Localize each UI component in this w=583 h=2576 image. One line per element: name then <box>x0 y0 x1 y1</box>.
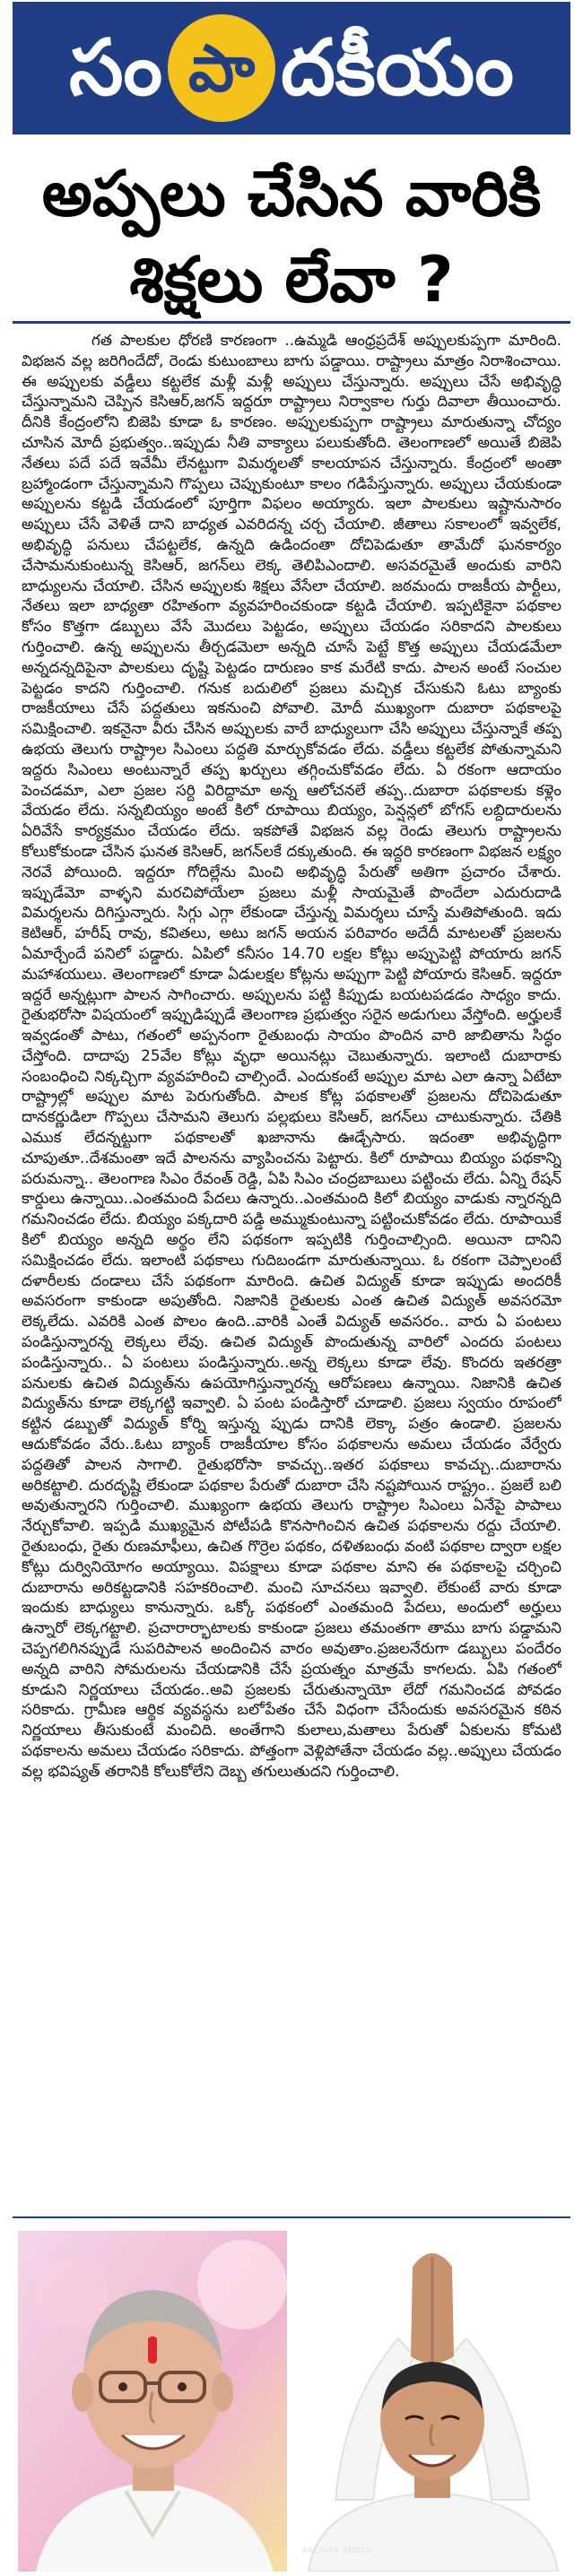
headline-line-1: అప్పలు చేసిన వారికి <box>41 157 542 230</box>
masthead-right-text: దకీయం <box>281 23 514 113</box>
headline-divider <box>13 321 570 324</box>
article-headline <box>13 151 570 323</box>
photo-kcr-portrait <box>18 2231 287 2572</box>
photo-divider <box>13 2216 570 2218</box>
masthead-circle-text: పా <box>187 30 256 106</box>
headline-line-2: శిక్షలు లేవా ? <box>129 243 454 317</box>
masthead-left-text: సం <box>69 23 163 113</box>
masthead-sampadakeeyam <box>13 2 570 134</box>
article-body <box>22 330 561 2204</box>
photo-credit: ARCHIVE PHOTO <box>302 2546 373 2554</box>
masthead-circle-badge <box>168 14 275 122</box>
photo-jagan-greeting <box>300 2231 565 2572</box>
article-paragraph: గత పాలకుల ధోరణి కారణంగా ..ఉమ్మడి ఆంధ్రప్రదేశ్ అప్పులకుప్పగా మారింది. విభజన వల్ల జరిగిందేదో, రెండు కుటుంబాలు బాగు పడ్డాయి. రాష్ట్రాలు మాత్రం నిరాశించాయి. ఈ అప్పులకు వడ్డీలు కట్టలేక మళ్లీ మళ్లీ అప్పులు చేస్తున్నారు. అప్పులు చేసే అభివృద్ధి చేస్తున్నామని చెప్పిన కెసిఆర్,జగన్ ఇద్దరూ రాష్ట్రాలు నిర్వాకాల గుర్తు దివాలా తీయించారు. దీనికి కేంద్రంలోని బిజెపి కూడా ఓ కారణం. అప్పులకుప్పగా రాష్ట్రాలు మారుతున్నా చోద్యం చూసిన మోదీ ప్రభుత్వం..ఇప్పుడు నీతి వాక్యాలు పలుకుతోంది. తెలంగాణలో అయితే బిజెపి నేతలు పదే పదే ఇవేమీ లేనట్టుగా విమర్శలతో కాలయాపన చేస్తున్నారు. కేంద్రంలో అంతా బ్రహ్మాండంగా చేస్తున్నామని గొప్పలు చెప్పుకుంటూ కాలం గడిపేస్తున్నారు. అప్పులు చేయకుండా అప్పులను కట్టడి చేయడంలో పూర్తిగా విఫలం అయ్యారు. ఇలా పాలకులు ఇష్టానుసారం అప్పులు చేసే వెళితే దాని బాధ్యత ఎవరిదన్న చర్చ చేయాలి. జీతాలు సకాలంలో ఇవ్వలేక, అభివృద్ధి పనులు చేపట్టలేక, ఉన్నది ఉడిందంతా దోచిపెడుతూ తామేదో ఘనకార్యం చేసామనుకుంటున్న కెసిఆర్, జగన్‌లు లెక్క తెలిపిఎందాలి. అసవరమైతే అందుకు వారిని బాధ్యులను చేయాలి. చేసిన అప్పులకు శిక్షలు వేసేలా చేయాలి. జఠమందు రాజకీయ పార్టీలు, నేతలు ఇలా బాధ్యతా రహితంగా వ్యవహరించకుండా కట్టడి చేయాలి. ఇప్పటికైనా పథకాల కోసం కొత్తగా డబ్బులు వేసే మొదలు పెట్టడం, అప్పులు చేయడం సరికాదని పాలకులు గుర్తించాలి. ఉన్న అప్పులను తీర్చడమెలా అన్నది చూసే పెట్టే కొత్త అప్పులు చేయడమేలా అన్నదన్నదిపైనా పాలకులు దృష్టి పెట్టడం దారుణం కాక మరేటి కాదు. పాలన అంటే సంచుల పెట్టడం కాదని గుర్తించాలి. గనుక బదులిలో ప్రజలు మచ్చిక చేసుకుని ఓటు బ్యాంకు రాజకీయాలు చేసే పద్దతులు ఇకనుంచి పోవాలి. మోదీ ముఖ్యంగా దుబారా పథకాలపై సమిక్షించాలి. ఇకనైనా వీరు చేసిన అప్పులకు వారే బాధ్యులుగా చేసి అప్పులు చేస్తున్నాకే తప్ప ఉభయ తెలుగు రాష్ట్రాల సిఎంలు పద్దతి మార్చుకోవడం లేదు. వడ్డీలు కట్టలేక పోతున్నామని ఇద్దరు సిఎంలు అంటున్నారే తప్ప ఖర్చులు తగ్గించుకోవడం లేదు. ఏ రకంగా ఆదాయం పెంచడమా, ఎలా ప్రజల సర్ది విరిద్దామా అన్న ఆలోచనలే తప్ప..దుబారా పథకాలకు కళ్లెం వేయడం లేదు. సన్నబియ్యం అంటే కిలో రూపాయి బియ్యం, పెన్షన్లలో బోగస్ లబ్దిదారులను ఏరివేసే కార్యక్రమం చేయడం లేదు. ఇకపోతే విభజన వల్ల రెండు తెలుగు రాష్ట్రాలను కోలుకోకుండా చేసిన ఘనత కెసిఆర్, జగన్‌లకే దక్కుతుంది. ఈ ఇద్దరి కారణంగా విభజన లక్ష్యం నెరవే పోయింది. ఇద్దరూ గోదిల్లేను మించి అభివృద్ధి పేరుతో అతిగా ప్రచారం చేశారు. ఇప్పుడేమో వాళ్ళని మరచిపోయేలా ప్రజలు మళ్లీ సాయమైతే పొందేలా ఎదురుదాడి విమర్శలను దిగిస్తున్నారు. సిగ్గు ఎగ్గా లేకుండా చేస్తున్న విమర్శలు చూస్తే మతిపోతుంది. ఇదు కెటిఆర్, హరీష్ రావు, కవితలు, అటు జగన్ అయన పరివారం అదేదీ మాటలతో ప్రజలను ఏమార్చేందే పనిలో పడ్డారు. ఏపిలో కనీసం 14.70 లక్షల కోట్లు అప్పుపెట్టి పోయారు జగన్ మహాశయులు. తెలంగాణలో కూడా ఏడులక్షల కోట్లను అప్పుగా పెట్టి పోయారు కెసిఆర్. ఇద్దరూ ఇద్దరే అన్నట్లుగా పాలన సాగించారు. అప్పులను పట్టి కిప్పుడు బయటపడడం సాధ్యం కాదు. రైతుభరోసా విషయంలో ఇప్పుడిప్పుడే తెలంగాణ ప్రభుత్వం సరైన అడుగులు వేస్తోంది. అర్హులకే ఇవ్వడంతో పాటు, గతంలో అప్పనంగా రైతుబంధు సాయం పొందిన వారి జాబితాను సిద్ధం చేస్తోంది. దాదాపు 25వేల కోట్లు వృధా అయినట్లు చెబుతున్నారు. ఇలాంటి దుబారాకు సంబంధించి నిక్కచ్చిగా వ్యవహరించి చాల్సిందే. ఎందుకంటే అప్పుల మాట ఎలా ఉన్నా ఏటేటా రాష్ట్రాల్లో అప్పుల మాట పెరుగుతోంది. పాలక కోట్ల పథకాలతో ప్రజలను దోచిపెడుతూ దానకర్ణుడిలా గొప్పలు చేసామని తెలుగు పల్లభులు కెసిఆర్, జగన్‌లు చాటుకున్నారు. చేతికి ఎముక లేదన్నట్టుగా పథకాలతో ఖజానాను ఊడ్చేసారు. ఇదంతా అభివృద్ధిగా చూపుతూ..దేశమంతా ఇదే పాలనను వ్యాపించను పెట్టారు. కిలో రూపాయి బియ్యం పథకాన్ని పరుమన్నా.. తెలంగాణ సిఎం రేవంత్ రెడ్డి, ఏపి సిఎం చంద్రబాబులు పట్టించు లేదు. ఏన్ని రేషన్ కార్డులు ఉన్నాయి..ఎంతమంది పేదలు ఉన్నారు..ఎంతమంది కిలో బియ్యం వాడుకు న్నారన్నది గమనించడం లేదు. బియ్యం పక్కదారి పడ్డి అమ్ముకుంటున్నా పట్టించుకోవడం లేదు. రూపాయికే కిలో బియ్యం అన్నది అర్థం లేని పథకంగా ఇప్పటికి గుర్తించాల్సింది. అయినా దానిని సమిక్షించడం లేదు. ఇలాంటి పథకాలు గుదిబండగా మారుతున్నాయి. ఓ రకంగా చెప్పాలంటే దళారీలకు దండాలు చేసే పథకంగా మారింది. ఉచిత విద్యుత్ కూడా ఇప్పుడు అందరికీ అవసరంగా కాకుండా అపుతోంది. నిజానికి రైతులకు ఎంత ఉచిత విద్యుత్ అవసరమో లెక్కలేదు. ఎవరికి ఎంత పొలం ఉంది..వారికి ఎంతే విద్యుత్ అవసరం.. వారు ఏ పంటలు పండిస్తున్నారన్న లెక్కలు లేవు. ఉచిత విద్యుత్ పొందుతున్న వారిలో ఎందరు పంటలు పండిస్తున్నారు.. ఏ పంటలు పండిస్తున్నారు..అన్న లెక్కలు కూడా లేవు. కొందరు ఇతరత్రా పనులకు ఉచిత విద్యుత్‌ను ఉపయోగిస్తున్నారన్న ఆరోపణలు ఉన్నాయి. నిజానికి ఉచిత విద్యుత్‌ను కూడా లెక్కగట్టి ఇవ్వాలి. ఏ పంట పండిస్తారో చూడాలి. ప్రజలు స్వయం రూపంలో కట్టిన డబ్బుతో విద్యుత్ కోర్ని ఇస్తున్న ప్పుడు దానికి లెక్కా పత్రం ఉండాలి. ప్రజలను ఆదుకోవడం వేరు..ఓటు బ్యాంక్ రాజకీయాల కోసం పథకాలను అమలు చేయడం వేర్వేరు పద్దతితో పాలన సాగాలి. రైతుభరోసా కావచ్చు..ఇతర పథకాలు కావచ్చు..దుబారాను అరికట్టాలి. దురదృష్టి లేకుండా పథకాల పేరుతో దుబారా చేసి నష్టపోయిన రాష్ట్రం.. ప్రజలే బలి అవుతున్నారని గుర్తించాలి. ముఖ్యంగా ఉభయ తెలుగు రాష్ట్రాల సిఎంలు ఏనేపై పాపాలు నేర్చుకోవాలి. ఇప్పడి ముఖ్యమైన పోటీపడి కొనసాగించిన ఉచిత పథకాలను రద్దు చేయాలి. రైతుబంధు, రైతు రుణమాఫీలు, ఉచిత గొర్రెల పథకం, దళితబంధు వంటి పథకాల ద్వారా లక్షల కోట్లు దుర్వినియోగం అయ్యాయి. విపక్షాలు కూడా పథకాల మాని ఈ పథకాలపై చర్చించి దుబారాను అరికట్టడానికి సహకరించాలి. మంచి సూచనలు ఇవ్వాలి. లేకుంటే వారు కూడా ఇందుకు బాధ్యులు కానున్నారు. ఒక్కో పథకంలో ఎంతమంది పేదలు, అందులో అర్హులు ఉన్నారో లెక్కగట్టాలి. ప్రచారార్భాటాలకు కాకుండా ప్రజలు తమంతగా తాము బాగు పడ్డామని చెప్పగలిగినప్పుడే సుపరిపాలన అందించిన వారం అవుతాం.ప్రజలనేరుగా డబ్బులు పందేరం అన్నది వారిని సోమరులను చేయడానికి చేసే ప్రయత్నం మాత్రమే కాగలదు. ఏపి గతంలో కూడుని నిర్ణయాలు చేయడం..అవి ప్రజలకు చేరుతున్నాయో లేదో గమనించడ పోవడం సరికాదు. గ్రామీణ ఆర్థిక వ్యవస్థను బలోపేతం చేసే విధంగా చేసేందుకు అవసరమైన కఠిన నిర్ణయాలు తీసుకుంటే మంచిది. అంతేగాని కులాలు,మతాలు పేరుతో ఏకులను కోమటి పథకాలను అమలు చేయడం సరికాదు. పోత్తంగా వెళ్లిపోతేనా చేయడం వల్ల..అప్పులు చేయడం వల్ల భవిష్యత్ తరానికి కోలుకోలేని దెబ్బ తగులుతుదని గుర్తించాలి. <box>22 331 561 1780</box>
